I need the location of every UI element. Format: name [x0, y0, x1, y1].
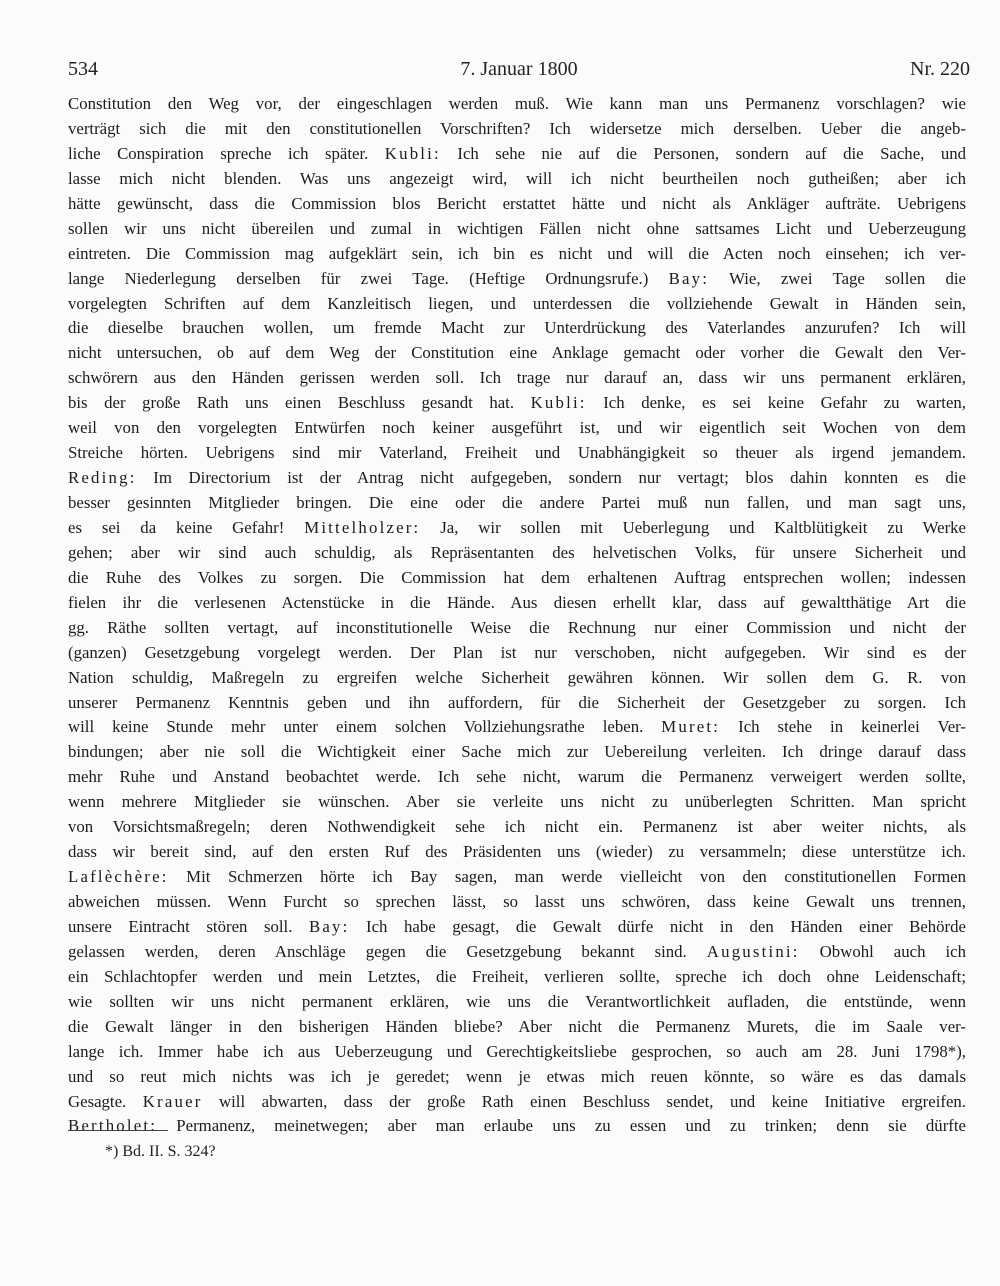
- text-segment: Gesagte.: [68, 1091, 143, 1111]
- text-segment: gehen; aber wir sind auch schuldig, als Repräsentanten des helvetischen Volks, für unsere Sicherheit und: [68, 542, 966, 562]
- text-line: [68, 441, 966, 466]
- text-line: [68, 965, 966, 990]
- text-segment: gelassen werden, deren Anschläge gegen die Gesetzgebung bekannt sind.: [68, 941, 707, 961]
- text-segment: Mit Schmerzen hörte ich Bay sagen, man werde vielleicht von den constitutionellen Formen: [168, 867, 966, 887]
- text-line: [68, 990, 966, 1015]
- text-segment: die Gewalt länger in den bisherigen Händen bliebe? Aber nicht die Permanenz Murets, die im Saale ver-: [68, 1016, 966, 1036]
- text-line: [68, 242, 966, 267]
- text-segment: Ich habe gesagt, die Gewalt dürfe nicht in den Händen einer Behörde: [349, 916, 966, 936]
- text-line: [68, 516, 966, 541]
- speaker-name: Mittelholzer:: [304, 517, 421, 537]
- text-line: [68, 1040, 966, 1065]
- text-line: [68, 316, 966, 341]
- text-segment: es sei da keine Gefahr!: [68, 517, 305, 537]
- text-line: [68, 1090, 966, 1115]
- text-segment: Ja, wir sollen mit Ueberlegung und Kaltblütigkeit zu Werke: [420, 517, 966, 537]
- speaker-name: Augustini:: [706, 941, 800, 961]
- text-segment: ein Schlachtopfer werden und mein Letztes, die Freiheit, verlieren sollte, spreche ich doch ohne Leidenschaft;: [68, 966, 966, 986]
- text-segment: sollen wir uns nicht übereilen und zumal in wichtigen Fällen nicht ohne sattsames Licht und Ueberzeugung: [68, 218, 966, 238]
- text-segment: vorgelegten Schriften auf dem Kanzleitisch liegen, und unterdessen die vollziehende Gewalt in Händen sein,: [68, 293, 966, 313]
- text-segment: Permanenz, meinetwegen; aber man erlaube uns zu essen und zu trinken; denn sie dürfte: [157, 1116, 966, 1136]
- text-segment: Ich stehe in keinerlei Ver-: [720, 717, 967, 737]
- speaker-name: Muret:: [661, 717, 721, 737]
- header-date: 7. Januar 1800: [460, 58, 578, 80]
- page-number: 534: [68, 58, 98, 80]
- speaker-name: Bay:: [308, 916, 350, 936]
- text-segment: wie sollten wir uns nicht permanent erklären, wie uns die Verantwortlichkeit aufladen, die entstünde, wenn: [68, 991, 966, 1011]
- speaker-name: Bertholet:: [68, 1116, 158, 1136]
- text-segment: besser gesinnten Mitglieder bringen. Die eine oder die andere Partei muß nun fallen, und man sagt uns,: [68, 493, 966, 512]
- text-line: [68, 117, 966, 142]
- text-segment: Im Directorium ist der Antrag nicht aufgegeben, sondern nur vertagt; blos dahin konnten es die: [136, 468, 966, 488]
- footnote: *) Bd. II. S. 324?: [105, 1143, 216, 1160]
- text-segment: Wie, zwei Tage sollen die: [709, 268, 966, 288]
- text-line: [68, 1065, 966, 1090]
- text-segment: will abwarten, dass der große Rath einen Beschluss sendet, und keine Initiative ergreifen.: [202, 1091, 966, 1111]
- text-segment: schwörern aus den Händen gerissen werden soll. Ich trage nur darauf an, dass wir uns permanent erklären,: [68, 368, 966, 388]
- text-line: [68, 641, 966, 666]
- text-segment: (ganzen) Gesetzgebung vorgelegt werden. Der Plan ist nur verschoben, nicht aufgegeben. Wir sind es der: [68, 642, 966, 662]
- text-line: [68, 815, 966, 840]
- text-line: [68, 691, 966, 716]
- text-segment: die Ruhe des Volkes zu sorgen. Die Commission hat dem erhaltenen Auftrag entsprechen wollen; indessen: [68, 567, 966, 587]
- text-line: [68, 790, 966, 815]
- text-segment: fielen ihr die verlesenen Actenstücke in die Hände. Aus diesen erhellt klar, dass auf gewaltthätige Art die: [68, 592, 966, 612]
- text-segment: Constitution den Weg vor, der eingeschlagen werden muß. Wie kann man uns Permanenz vorschlagen? wie: [68, 94, 966, 113]
- text-segment: Obwohl auch ich: [799, 941, 966, 961]
- text-segment: lange ich. Immer habe ich aus Ueberzeugung und Gerechtigkeitsliebe gesprochen, so auch am 28. Juni 1798*),: [68, 1041, 966, 1061]
- speaker-name: Kubli:: [530, 393, 587, 413]
- text-line: [68, 416, 966, 441]
- text-line: [68, 616, 966, 641]
- text-segment: Nation schuldig, Maßregeln zu ergreifen welche Sicherheit gewähren können. Wir sollen dem G. R. von: [68, 667, 966, 687]
- text-segment: und so reut mich nichts was ich je geredet; wenn je etwas mich reuen könnte, so wäre es das damals: [68, 1066, 966, 1086]
- speaker-name: Reding:: [68, 468, 137, 488]
- text-segment: eintreten. Die Commission mag aufgeklärt sein, ich bin es nicht und will die Acten noch einsehen; ich ver-: [68, 243, 966, 263]
- text-line: [68, 890, 966, 915]
- text-segment: unsere Eintracht stören soll.: [68, 916, 309, 936]
- text-segment: bis der große Rath uns einen Beschluss gesandt hat.: [68, 393, 531, 413]
- speaker-name: Kubli:: [384, 143, 441, 163]
- text-line: [68, 541, 966, 566]
- text-segment: hätte gewünscht, dass die Commission blos Bericht erstattet hätte und nicht als Ankläger aufträte. Uebrigens: [68, 193, 966, 213]
- text-segment: verträgt sich die mit den constitutionellen Vorschriften? Ich widersetze mich derselben. Ueber die angeb-: [68, 118, 966, 138]
- text-segment: weil von den vorgelegten Entwürfen noch keiner ausgeführt ist, und wir eigentlich seit Wochen von dem: [68, 418, 966, 438]
- text-line: [68, 391, 966, 416]
- text-line: [68, 1015, 966, 1040]
- text-line: [68, 267, 966, 292]
- text-line: [68, 940, 966, 965]
- text-segment: abweichen müssen. Wenn Furcht so sprechen lässt, so lasst uns schwören, dass keine Gewalt uns trennen,: [68, 892, 966, 911]
- text-segment: lange Niederlegung derselben für zwei Tage. (Heftige Ordnungsrufe.): [68, 268, 669, 288]
- text-line: [68, 915, 966, 940]
- text-segment: Ich denke, es sei keine Gefahr zu warten,: [586, 393, 966, 413]
- text-segment: lasse mich nicht blenden. Was uns angezeigt wird, will ich nicht beurtheilen noch gutheißen; aber ich: [68, 168, 966, 188]
- text-segment: will keine Stunde mehr unter einem solchen Vollziehungsrathe leben.: [68, 717, 662, 737]
- body-text: [68, 92, 966, 1139]
- text-line: [68, 292, 966, 317]
- page-header: [68, 58, 970, 86]
- text-segment: liche Conspiration spreche ich später.: [68, 143, 385, 163]
- speaker-name: Bay:: [668, 268, 710, 288]
- text-line: [68, 715, 966, 740]
- text-segment: die dieselbe brauchen wollen, um fremde Macht zur Unterdrückung des Vaterlandes anzurufen? Ich will: [68, 318, 966, 338]
- text-line: [68, 366, 966, 391]
- text-segment: dass wir bereit sind, auf den ersten Ruf des Präsidenten uns (wieder) zu versammeln; diese unterstütze ich.: [68, 842, 966, 862]
- text-line: [68, 167, 966, 192]
- document-number: Nr. 220: [910, 58, 970, 80]
- text-line: [68, 591, 966, 616]
- text-segment: wenn mehrere Mitglieder sie wünschen. Aber sie verleite uns nicht zu unüberlegten Schritten. Man spricht: [68, 792, 966, 812]
- text-segment: von Vorsichtsmaßregeln; deren Nothwendigkeit sehe ich nicht ein. Permanenz ist aber weiter nichts, als: [68, 817, 966, 837]
- text-segment: mehr Ruhe und Anstand beobachtet werde. Ich sehe nicht, warum die Permanenz verweigert werden sollte,: [68, 767, 966, 787]
- text-segment: nicht untersuchen, ob auf dem Weg der Constitution eine Anklage gemacht oder vorher die Gewalt den Ver-: [68, 343, 966, 363]
- text-line: [68, 341, 966, 366]
- speaker-name: Krauer: [142, 1091, 203, 1111]
- text-line: [68, 92, 966, 117]
- text-segment: unserer Permanenz Kenntnis geben und ihn auffordern, für die Sicherheit der Gesetzgeber zu sorgen. Ich: [68, 692, 966, 712]
- footnote-rule: [68, 1130, 168, 1131]
- speaker-name: Laflèchère:: [68, 867, 169, 887]
- text-line: [68, 217, 966, 242]
- text-line: [68, 1114, 966, 1139]
- text-line: [68, 491, 966, 516]
- text-segment: gg. Räthe sollten vertagt, auf inconstitutionelle Weise die Rechnung nur einer Commission und nicht der: [68, 617, 966, 637]
- text-line: [68, 142, 966, 167]
- text-line: [68, 840, 966, 865]
- text-line: [68, 765, 966, 790]
- text-line: [68, 865, 966, 890]
- text-line: [68, 192, 966, 217]
- text-segment: Ich sehe nie auf die Personen, sondern auf die Sache, und: [440, 143, 966, 163]
- text-line: [68, 566, 966, 591]
- text-line: [68, 666, 966, 691]
- text-segment: bindungen; aber nie soll die Wichtigkeit einer Sache mich zur Uebereilung verleiten. Ich dringe darauf dass: [68, 742, 966, 762]
- text-segment: Streiche hörten. Uebrigens sind mir Vaterland, Freiheit und Unabhängigkeit so theuer als irgend jemandem.: [68, 443, 966, 463]
- text-line: [68, 466, 966, 491]
- text-line: [68, 740, 966, 765]
